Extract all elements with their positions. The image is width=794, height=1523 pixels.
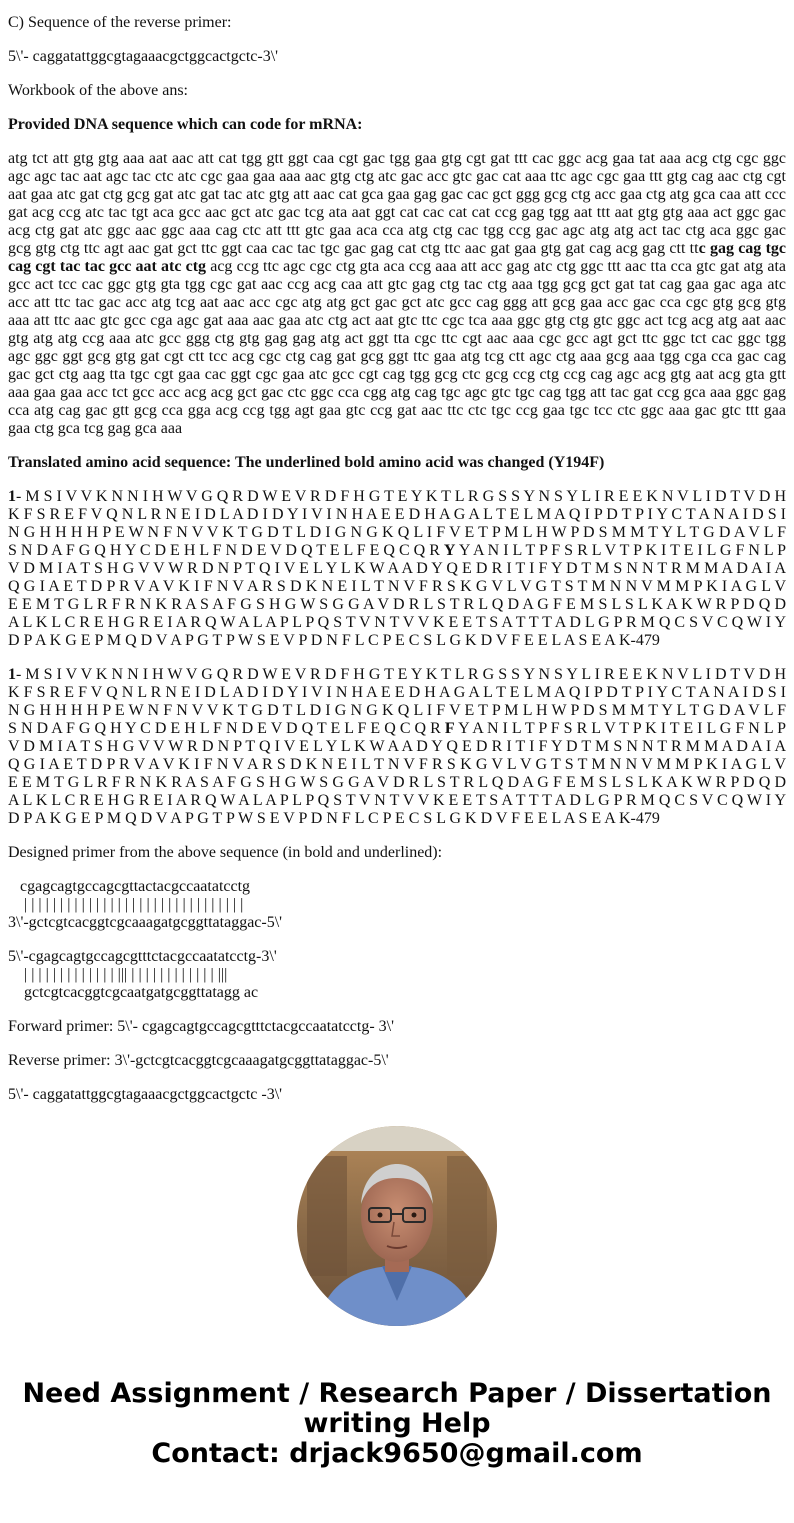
alignment-1-pipes: | | | | | | | | | | | | | | | | | | | | | | | | | | | | | | | [8,896,244,913]
author-portrait-image [297,1126,497,1326]
alignment-1-top-strand: cgagcagtgccagcgttactacgccaatatcctg [8,878,251,895]
primer-alignment-1 [8,878,786,932]
translation-heading-text: Translated amino acid sequence: The underlined bold amino acid was changed (Y194F) [8,454,605,471]
alignment-2-top-strand: 5\'-cgagcagtgccagcgtttctacgccaatatcctg-3\' [8,948,277,965]
aa-sequence-original [8,488,786,650]
dna-heading-text: Provided DNA sequence which can code for mRNA: [8,116,363,133]
alignment-2-bottom-strand: gctcgtcacggtcgcaatgatgcggttatagg ac [8,984,259,1001]
translation-heading [8,454,786,472]
reverse-primer-sequence: 5\'- caggatattggcgtagaaacgctggcactgctc-3\' [8,48,279,65]
promo-contact: Contact: drjack9650@gmail.com [151,1438,643,1469]
aa-sequence-mutated [8,666,786,828]
aa-seq2-residue-194: F [444,720,455,737]
section-c-heading: C) Sequence of the reverse primer: [8,14,232,31]
dna-seq-part-1: atg tct att gtg gtg aaa aat aac att cat tgg gtt ggt caa cgt gac tgg gaa gtg cgt gat ttt cac ggc acg gaa tat aaa acg ctg cgc ggc agc agc tac aat agc tac ctc atc cgc gaa gaa aaa aac gtg ctg atc gac acc gtc gac cat aaa ttc agc cgc gaa ttt gtg cag aac ctg cgt aat gaa atc gat ctg gcg gat atc gat tac atc gtg att aac cat gca gaa gag gac cac gct ggg gcg ctg acc gaa ctg atg gca caa att ccc gat acg ccg atc tac tgt aca gcc aac gct atc gac tcg ata aat ggt cat cac cat cat ccg gag tgg aat ttt aat gtg gtg aaa act ggc gac acg ctg gat atc ggc aac ggc aaa cag ctc att ttt gtc gaa aca cca atg ctg cac tgg ccg gac agc atg atg act tac ctg aca ggc gac gcg gtg ctg ttc agt aac gat gct ttc ggt caa cac tac tgc gac gag cat ctg ttc aac gat gaa gtg gat cag acg gag ctt tt [8,150,786,257]
author-photo-container [8,1126,786,1331]
promo-line-2: writing Help [303,1408,491,1439]
aa-seq2-part-1: - M S I V V K N N I H W V G Q R D W E V R D F H G T E Y K T L R G S S Y N S Y L I R E E K N V L I D T V D H K F S R E F V Q N L R N E I D L A D I D Y I V I N H A E E D H A G A L T E L M A Q I P D T P I Y C T A N A I D S I N G H H H H P E W N F N V V K T G D T L D I G N G K Q L I F V E T P M L H W P D S M M T Y L T G D A V L F S N D A F G Q H Y C D E H L F N D E V D Q T E L F E Q C Q R [8,666,786,737]
author-photo [297,1126,497,1326]
dna-seq-bold-primer-region: c gag cag tgc cag cgt tac tac gcc aat atc ctg [8,240,787,275]
promo-footer [8,1379,786,1469]
aa-seq1-part-1: - M S I V V K N N I H W V G Q R D W E V R D F H G T E Y K T L R G S S Y N S Y L I R E E K N V L I D T V D H K F S R E F V Q N L R N E I D L A D I D Y I V I N H A E E D H A G A L T E L M A Q I P D T P I Y C T A N A I D S I N G H H H H P E W N F N V V K T G D T L D I G N G K Q L I F V E T P M L H W P D S M M T Y L T G D A V L F S N D A F G Q H Y C D E H L F N D E V D Q T E L F E Q C Q R [8,488,786,559]
aa-seq2-number: 1 [8,666,16,683]
dna-heading [8,116,786,134]
reverse-primer-5-3: 5\'- caggatattggcgtagaaacgctggcactgctc -3\' [8,1086,283,1103]
dna-sequence [8,150,786,438]
aa-seq1-number: 1 [8,488,16,505]
workbook-label: Workbook of the above ans: [8,82,188,99]
reverse-primer-3-5: Reverse primer: 3\'-gctcgtcacggtcgcaaagatgcggttataggac-5\' [8,1052,389,1069]
dna-seq-part-2: acg ccg ttc agc cgc ctg gta aca ccg aaa att acc gag atc ctg ggc ttt aac tta cca gtc gat atg ata gcc act tcc cac ggc gtg gta tgg cgc gat aac ccg acg caa att gtc gag ctg tac ctg aaa tgg gcg gct gat tat cag gaa gac aga atc acc att ttc tac gac acc atg tcg aat aac acc cgc atg atg gct gac gct atc gcc cag ggg att gcg gaa acc gac cca cgc gtg gcg gtg aaa att ttc aac gtc gcc cga agc gat aaa aac gaa atc ctg act aat gtc ttc cgc tca aaa ggc gtg ctg gtc ggc act tcg acg atg aat aac gtg atg atg ccg aaa atc gcc ggg ctg gtg gag gag atg act ggt tta cgc ttc cgt aac aaa cgc gcc agt gct ttc ggc tct cac ggc tgg agc ggc ggt gcg gtg gat cgt ctt tcc acg cgc ctg cag gat gcg ggt ttc gaa atg tcg ctt agc ctg aaa gcg aaa tgg cga cca gac cag gac gct ctg aag tta tgc cgt gaa cac ggt cgc gaa atc gcc cgt cag tgg gcg ctc gcg ccg ctg ccg cag agc acg gtg aat acg gta gtt aaa gaa gaa acc tct gcc acc acg acg gct gac ctc ggc cca cgg atg cag tgc agc gtc tgc cag tgg att tac gat ccg gca aaa ggc gag cca atg cag gac gtt gcg cca gga acg ccg tgg agt gaa gtc ccg gat aac ttc ctc tgc ccg gaa tgc tcc ctc ggc aaa gac gtc ttt gaa gaa ctg gca tcg gag gca aaa [8,258,786,437]
alignment-2-pipes: | | | | | | | | | | | | | ||| | | | | | | | | | | | | ||| [8,966,228,983]
aa-seq2-part-2: Y A N I L T P F S R L V T P K I T E I L G F N L P V D M I A T S H G V V W R D N P T Q I V E L Y L K W A A D Y Q E D R I T I F Y D T M S N N T R M M A D A I A Q G I A E T D P R V A V K I F N V A R S D K N E I L T N V F R S K G V L V G T S T M N N V M M P K I A G L V E E M T G L R F R N K R A S A F G S H G W S G G A V D R L S T R L Q D A G F E M S L S L K A K W R P D Q D A L K L C R E H G R E I A R Q W A L A P L P Q S T V N T V V K E E T S A T T T A D L G P R M Q C S V C Q W I Y D P A K G E P M Q D V A P G T P W S E V P D N F L C P E C S L G K D V F E E L A S E A K-479 [8,720,786,827]
design-heading: Designed primer from the above sequence (in bold and underlined): [8,844,443,861]
promo-line-1: Need Assignment / Research Paper / Dissertation [22,1378,772,1409]
alignment-1-bottom-strand: 3\'-gctcgtcacggtcgcaaagatgcggttataggac-5\' [8,914,283,931]
aa-seq1-part-2: Y A N I L T P F S R L V T P K I T E I L G F N L P V D M I A T S H G V V W R D N P T Q I V E L Y L K W A A D Y Q E D R I T I F Y D T M S N N T R M M A D A I A Q G I A E T D P R V A V K I F N V A R S D K N E I L T N V F R S K G V L V G T S T M N N V M M P K I A G L V E E M T G L R F R N K R A S A F G S H G W S G G A V D R L S T R L Q D A G F E M S L S L K A K W R P D Q D A L K L C R E H G R E I A R Q W A L A P L P Q S T V N T V V K E E T S A T T T A D L G P R M Q C S V C Q W I Y D P A K G E P M Q D V A P G T P W S E V P D N F L C P E C S L G K D V F E E L A S E A K-479 [8,542,786,649]
forward-primer: Forward primer: 5\'- cgagcagtgccagcgtttctacgccaatatcctg- 3\' [8,1018,395,1035]
aa-seq1-residue-194: Y [443,542,456,559]
primer-alignment-2 [8,948,786,1002]
